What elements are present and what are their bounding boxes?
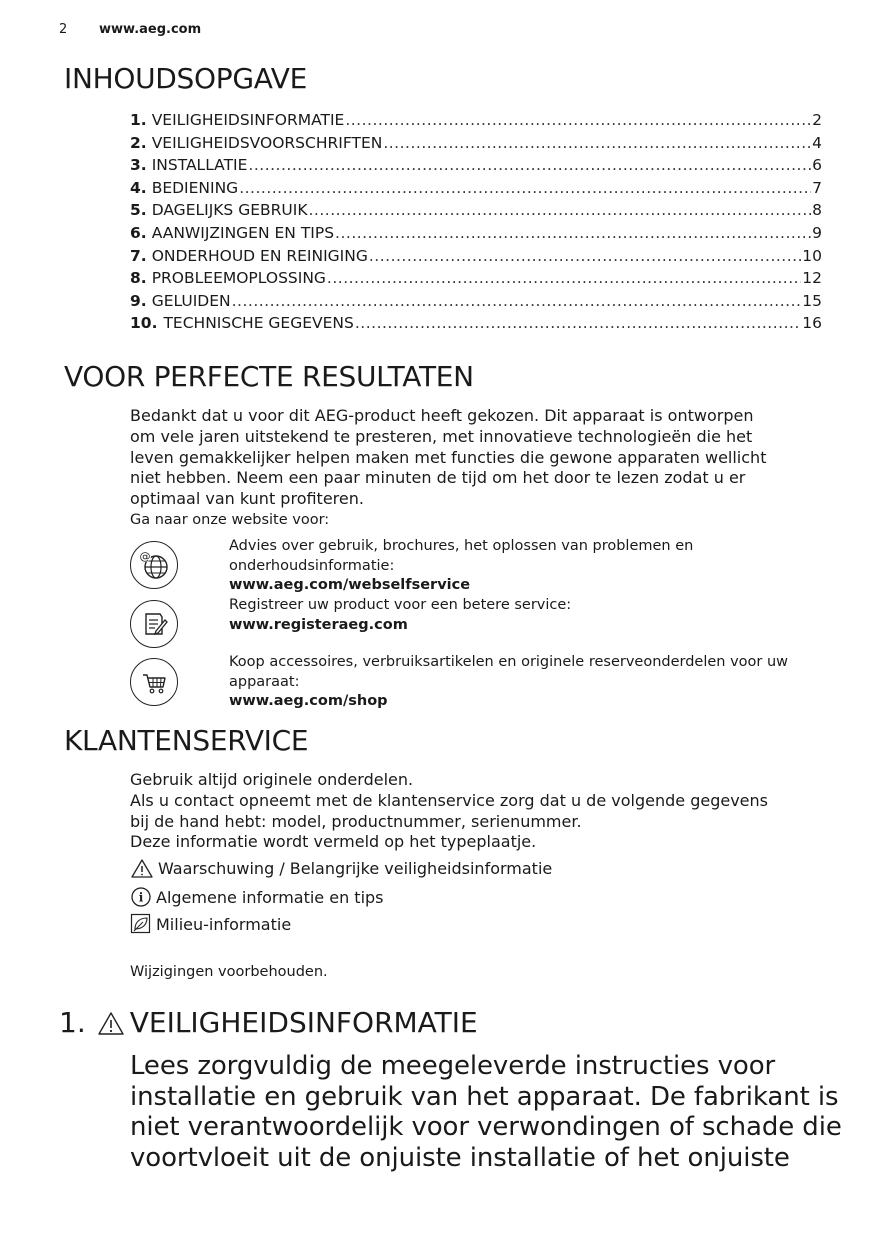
toc-leader-dots (369, 247, 801, 265)
legend-environment (130, 913, 291, 935)
toc-item[interactable] (130, 111, 822, 134)
toc-item-label: ONDERHOUD EN REINIGING (151, 246, 368, 265)
toc-item-number: 4. (130, 178, 147, 197)
toc-title: INHOUDSOPGAVE (64, 62, 308, 95)
page-header (59, 22, 201, 37)
toc-leader-dots (308, 201, 811, 219)
toc-item-number: 5. (130, 201, 147, 220)
safety-line: installatie en gebruik van het apparaat. De fabrikant is (130, 1081, 839, 1112)
toc-leader-dots (232, 292, 802, 310)
toc-item-page: 8 (812, 201, 822, 220)
customer-service-line: Gebruik altijd originele onderdelen. (130, 770, 414, 789)
safety-heading (59, 1006, 478, 1039)
toc-item-number: 9. (130, 291, 147, 310)
shopping-cart-icon (130, 658, 178, 706)
results-website-lead: Ga naar onze website voor: (130, 511, 330, 528)
toc-item[interactable] (130, 292, 822, 315)
toc-item-label: VEILIGHEIDSVOORSCHRIFTEN (151, 133, 383, 152)
safety-line: Lees zorgvuldig de meegeleverde instructies voor (130, 1051, 776, 1081)
safety-section-number: 1. (59, 1006, 86, 1039)
customer-service-line: Als u contact opneemt met de klantenservice zorg dat u de volgende gegevens (130, 790, 768, 810)
register-icon (130, 600, 178, 648)
toc-item-page: 7 (812, 178, 822, 197)
toc-item-label: AANWIJZINGEN EN TIPS (151, 223, 335, 242)
toc-leader-dots (248, 156, 811, 174)
register-link[interactable]: www.registeraeg.com (229, 616, 408, 633)
toc-item-page: 16 (802, 314, 822, 333)
toc-item[interactable] (130, 314, 822, 337)
shop-info (229, 653, 788, 712)
toc-item-label: GELUIDEN (151, 291, 231, 310)
toc-item-number: 2. (130, 133, 147, 152)
results-line: optimaal van kunt profiteren. (130, 489, 364, 509)
warning-icon (130, 858, 154, 878)
register-line: Registreer uw product voor een betere service: (229, 597, 572, 613)
toc-item-page: 6 (812, 156, 822, 175)
toc-item[interactable] (130, 134, 822, 157)
toc-item-page: 9 (812, 223, 822, 242)
legend-info (130, 886, 384, 908)
toc-leader-dots (355, 314, 801, 332)
leaf-icon (130, 913, 152, 935)
header-website[interactable]: www.aeg.com (99, 22, 202, 37)
webselfservice-link[interactable]: www.aeg.com/webselfservice (229, 577, 471, 593)
customer-service-line: Deze informatie wordt vermeld op het typeplaatje. (130, 832, 537, 852)
service-line: onderhoudsinformatie: (229, 557, 395, 574)
toc-leader-dots (335, 224, 811, 242)
toc-item-number: 3. (130, 156, 147, 175)
toc-item-label: BEDIENING (151, 178, 239, 197)
safety-line: niet verantwoordelijk voor verwondingen of schade die (130, 1112, 842, 1142)
results-line: leven gemakkelijker helpen maken met functies die gewone apparaten wellicht (130, 447, 767, 467)
legend-environment-text: Milieu-informatie (156, 914, 292, 934)
toc-item[interactable] (130, 179, 822, 202)
toc-item[interactable] (130, 156, 822, 179)
toc-item[interactable] (130, 201, 822, 224)
toc-item[interactable] (130, 247, 822, 270)
register-info (229, 596, 571, 635)
customer-service-text (130, 770, 768, 853)
service-line: Advies over gebruik, brochures, het oplossen van problemen en (229, 538, 694, 554)
svg-text:@: @ (139, 550, 151, 563)
toc-item-page: 4 (812, 133, 822, 152)
shop-link[interactable]: www.aeg.com/shop (229, 693, 388, 709)
table-of-contents (130, 111, 822, 337)
toc-item-page: 2 (812, 111, 822, 129)
toc-item-page: 12 (802, 269, 822, 288)
toc-item-number: 8. (130, 269, 147, 288)
legend-warning-text: Waarschuwing / Belangrijke veiligheidsinformatie (158, 858, 553, 878)
safety-intro (130, 1051, 850, 1173)
results-line: Bedankt dat u voor dit AEG-product heeft gekozen. Dit apparaat is ontworpen (130, 406, 754, 425)
toc-item-number: 7. (130, 246, 147, 265)
toc-item-page: 10 (802, 246, 822, 265)
results-intro (130, 406, 766, 531)
legend-warning (130, 858, 552, 878)
shop-line: apparaat: (229, 673, 300, 690)
customer-service-title: KLANTENSERVICE (64, 724, 309, 757)
svg-text:i: i (138, 890, 144, 905)
toc-item-label: INSTALLATIE (151, 156, 248, 175)
safety-title: VEILIGHEIDSINFORMATIE (129, 1006, 478, 1039)
toc-item[interactable] (130, 269, 822, 292)
warning-icon (96, 1010, 126, 1036)
legend-info-text: Algemene informatie en tips (156, 887, 384, 907)
results-line: om vele jaren uitstekend te presteren, met innovatieve technologieën die het (130, 426, 753, 446)
toc-item-page: 15 (802, 291, 822, 310)
safety-line: voortvloeit uit de onjuiste installatie of het onjuiste (130, 1142, 790, 1173)
toc-leader-dots (345, 111, 811, 129)
shop-line: Koop accessoires, verbruiksartikelen en originele reserveonderdelen voor uw (229, 654, 789, 670)
toc-item-label: PROBLEEMOPLOSSING (151, 269, 326, 288)
service-info (229, 537, 693, 596)
toc-item-label: TECHNISCHE GEGEVENS (163, 314, 354, 333)
disclaimer: Wijzigingen voorbehouden. (130, 964, 328, 980)
info-icon (130, 886, 152, 908)
toc-item[interactable] (130, 224, 822, 247)
results-line: niet hebben. Neem een paar minuten de tijd om het door te lezen zodat u er (130, 468, 746, 488)
toc-leader-dots (327, 269, 801, 287)
results-title: VOOR PERFECTE RESULTATEN (64, 360, 474, 393)
globe-icon (130, 541, 178, 589)
customer-service-line: bij de hand hebt: model, productnummer, serienummer. (130, 811, 582, 831)
toc-item-number: 6. (130, 223, 147, 242)
toc-item-number: 10. (130, 314, 158, 333)
toc-item-number: 1. (130, 111, 147, 129)
toc-item-label: VEILIGHEIDSINFORMATIE (151, 111, 345, 129)
toc-leader-dots (239, 179, 811, 197)
toc-leader-dots (383, 134, 811, 152)
toc-item-label: DAGELIJKS GEBRUIK (151, 201, 308, 220)
page-number: 2 (59, 22, 68, 37)
